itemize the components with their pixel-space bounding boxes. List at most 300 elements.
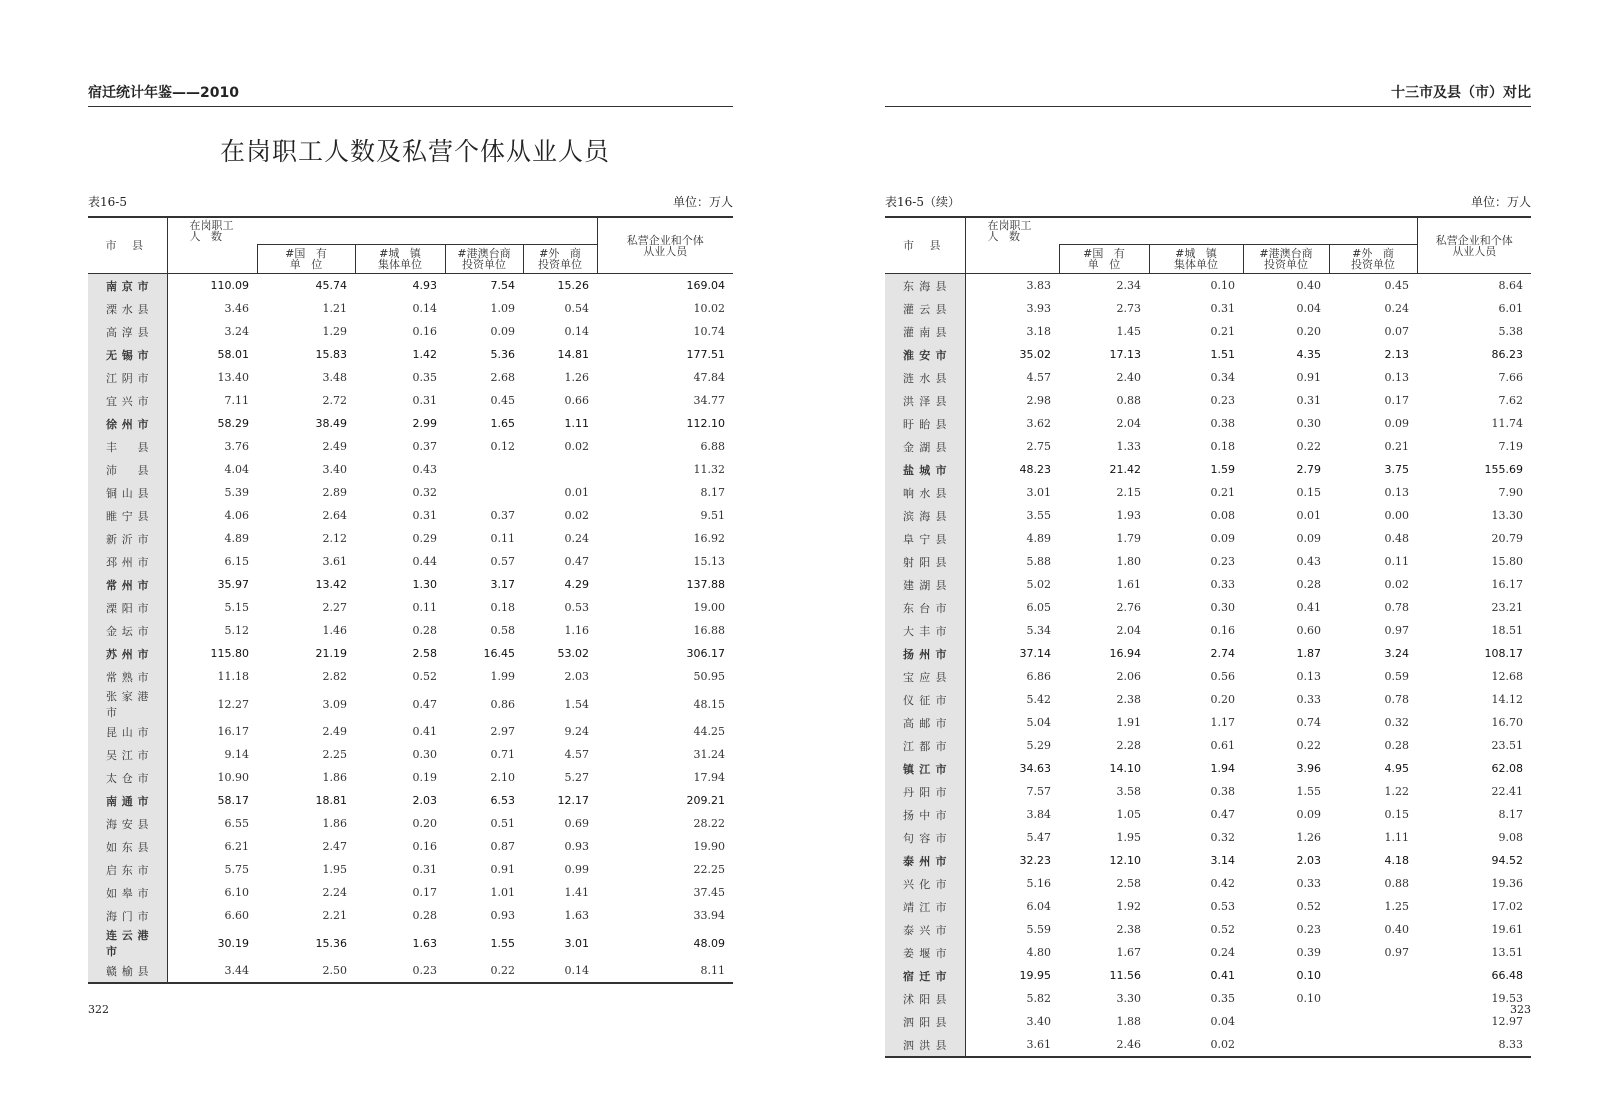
- cell-total: 2.75: [1026, 440, 1051, 453]
- cell-collective: 0.02: [1210, 1038, 1235, 1051]
- cell-total: 58.17: [217, 794, 249, 807]
- cell-collective: 0.53: [1210, 900, 1235, 913]
- cell-hmt: [1243, 1033, 1329, 1057]
- cell-foreign: 0.02: [564, 440, 590, 453]
- table-row: [885, 757, 1531, 780]
- cell-state: 21.42: [1109, 463, 1141, 476]
- cell-city: 兴化市: [885, 872, 965, 895]
- cell-hmt: 2.79: [1296, 463, 1321, 476]
- cell-state: 2.73: [1116, 302, 1141, 315]
- table-row: [885, 964, 1531, 987]
- cell-private: 12.97: [1491, 1015, 1524, 1028]
- cell-state: 1.46: [322, 624, 347, 637]
- cell-hmt: 1.65: [490, 417, 515, 430]
- cell-city: 句容市: [885, 826, 965, 849]
- cell-state: 2.89: [322, 486, 347, 499]
- cell-city: 扬中市: [885, 803, 965, 826]
- cell-collective: 0.42: [1210, 877, 1235, 890]
- cell-state: 2.04: [1116, 417, 1141, 430]
- cell-state: 2.82: [322, 670, 347, 683]
- cell-collective: 0.61: [1210, 739, 1235, 752]
- cell-city: 宜兴市: [88, 389, 167, 412]
- cell-collective: 0.23: [412, 964, 437, 977]
- right-page: [885, 0, 1531, 1099]
- table-row: [88, 743, 733, 766]
- table-row: [885, 389, 1531, 412]
- table-row: [885, 320, 1531, 343]
- cell-total: 110.09: [210, 279, 249, 292]
- cell-state: 1.29: [322, 325, 347, 338]
- running-head: [885, 82, 1531, 107]
- cell-state: 2.28: [1116, 739, 1141, 752]
- table-row: [885, 918, 1531, 941]
- cell-collective: 0.10: [1210, 279, 1235, 292]
- cell-hmt: 0.22: [1296, 440, 1321, 453]
- cell-total: 4.80: [1026, 946, 1051, 959]
- cell-private: 11.32: [693, 463, 726, 476]
- cell-private: 48.09: [693, 936, 726, 950]
- cell-private: 9.51: [700, 509, 726, 522]
- cell-collective: 1.59: [1210, 463, 1235, 476]
- cell-state: 2.27: [322, 601, 347, 614]
- cell-total: 48.23: [1019, 463, 1051, 476]
- cell-collective: 0.08: [1210, 509, 1235, 522]
- cell-city: 姜堰市: [885, 941, 965, 964]
- cell-collective: 0.33: [1210, 578, 1235, 591]
- page-title: 在岗职工人数及私营个体从业人员: [220, 137, 611, 166]
- table-row: [88, 435, 733, 458]
- cell-private: 15.13: [693, 555, 726, 568]
- cell-private: 28.22: [693, 817, 726, 830]
- cell-city: 宿迁市: [885, 964, 965, 987]
- cell-hmt: 0.13: [1296, 670, 1321, 683]
- cell-collective: 0.35: [1210, 992, 1235, 1005]
- cell-hmt: 0.15: [1296, 486, 1321, 499]
- cell-city: 金湖县: [885, 435, 965, 458]
- cell-hmt: 0.09: [1296, 532, 1321, 545]
- cell-collective: 0.41: [412, 725, 437, 738]
- table-row: [88, 881, 733, 904]
- cell-foreign: 0.69: [564, 817, 590, 830]
- cell-collective: 0.30: [412, 748, 437, 761]
- cell-city: 沛县: [88, 458, 167, 481]
- cell-hmt: 1.26: [1296, 831, 1321, 844]
- cell-foreign: 0.54: [564, 302, 590, 315]
- cell-collective: 0.09: [1210, 532, 1235, 545]
- cell-city: 射阳县: [885, 550, 965, 573]
- cell-city: 洪泽县: [885, 389, 965, 412]
- cell-total: 12.27: [217, 697, 249, 711]
- cell-private: 48.15: [693, 697, 726, 711]
- cell-hmt: 2.68: [490, 371, 515, 384]
- cell-private: 33.94: [693, 909, 726, 922]
- cell-total: 5.82: [1026, 992, 1051, 1005]
- cell-collective: 1.63: [412, 936, 437, 950]
- cell-state: 2.40: [1116, 371, 1141, 384]
- cell-hmt: 1.99: [490, 670, 515, 683]
- cell-foreign: 0.11: [1384, 555, 1410, 568]
- cell-private: 177.51: [686, 348, 726, 361]
- table-row: [885, 596, 1531, 619]
- cell-hmt: 0.91: [1296, 371, 1321, 384]
- cell-foreign: 1.26: [564, 371, 590, 384]
- table-row: [885, 343, 1531, 366]
- cell-private: 19.36: [1491, 877, 1524, 890]
- cell-collective: 0.23: [1210, 555, 1235, 568]
- cell-private: 7.19: [1498, 440, 1524, 453]
- table-row: [88, 550, 733, 573]
- cell-collective: 0.16: [412, 325, 437, 338]
- cell-state: 2.06: [1116, 670, 1141, 683]
- cell-total: 35.97: [217, 578, 249, 591]
- table-row: [885, 780, 1531, 803]
- table-row: [88, 789, 733, 812]
- cell-collective: 0.31: [1210, 302, 1235, 315]
- cell-private: 16.17: [1491, 578, 1524, 591]
- cell-foreign: 53.02: [557, 647, 590, 660]
- cell-total: 3.46: [224, 302, 249, 315]
- cell-foreign: 1.25: [1384, 900, 1410, 913]
- cell-private: 137.88: [686, 578, 726, 591]
- table-row: [885, 412, 1531, 435]
- cell-hmt: 0.12: [490, 440, 515, 453]
- table-row: [88, 504, 733, 527]
- cell-state: 2.21: [322, 909, 347, 922]
- cell-total: 3.62: [1026, 417, 1051, 430]
- cell-collective: 0.41: [1210, 969, 1235, 982]
- cell-private: 5.38: [1498, 325, 1524, 338]
- table-row: [88, 812, 733, 835]
- cell-city: 常州市: [88, 573, 167, 596]
- cell-private: 10.02: [693, 302, 726, 315]
- cell-hmt: 0.20: [1296, 325, 1321, 338]
- cell-hmt: 7.54: [490, 279, 515, 292]
- table-row: [88, 343, 733, 366]
- cell-state: 2.24: [322, 886, 347, 899]
- cell-total: 34.63: [1019, 762, 1051, 775]
- running-head: [88, 82, 733, 107]
- cell-collective: 0.30: [1210, 601, 1235, 614]
- cell-collective: 0.18: [1210, 440, 1235, 453]
- cell-total: 10.90: [217, 771, 249, 784]
- cell-private: 19.53: [1491, 992, 1524, 1005]
- cell-foreign: 0.78: [1384, 693, 1410, 706]
- cell-foreign: 0.97: [1384, 946, 1410, 959]
- cell-hmt: 2.03: [1296, 854, 1321, 867]
- cell-total: 7.11: [224, 394, 249, 407]
- table-row: [885, 1033, 1531, 1057]
- cell-private: 8.64: [1498, 279, 1524, 292]
- cell-city: 建湖县: [885, 573, 965, 596]
- header-collective: #城 镇 集体单位: [1149, 245, 1243, 274]
- table-row: [88, 720, 733, 743]
- cell-collective: 0.16: [1210, 624, 1235, 637]
- table-row: [885, 734, 1531, 757]
- cell-collective: 0.29: [412, 532, 437, 545]
- cell-collective: 3.14: [1210, 854, 1235, 867]
- table-row: [885, 458, 1531, 481]
- cell-state: 3.61: [322, 555, 347, 568]
- cell-foreign: 0.78: [1384, 601, 1410, 614]
- cell-state: 1.86: [322, 817, 347, 830]
- cell-city: 大丰市: [885, 619, 965, 642]
- header-collective: #城 镇 集体单位: [355, 245, 445, 274]
- cell-collective: 0.23: [1210, 394, 1235, 407]
- cell-foreign: 0.14: [564, 964, 590, 977]
- cell-city: 吴江市: [88, 743, 167, 766]
- cell-city: 张家港市: [88, 688, 167, 720]
- cell-city: 如东县: [88, 835, 167, 858]
- cell-foreign: 3.24: [1384, 647, 1410, 660]
- cell-foreign: [1329, 964, 1417, 987]
- left-page: [88, 0, 733, 1099]
- cell-city: 宝应县: [885, 665, 965, 688]
- table-row: [88, 412, 733, 435]
- cell-state: 2.64: [322, 509, 347, 522]
- cell-foreign: 2.13: [1384, 348, 1410, 361]
- cell-total: 9.14: [224, 748, 249, 761]
- cell-private: 34.77: [693, 394, 726, 407]
- cell-hmt: 0.93: [490, 909, 515, 922]
- cell-private: 8.11: [700, 964, 726, 977]
- cell-hmt: 0.18: [490, 601, 515, 614]
- cell-private: 22.25: [693, 863, 726, 876]
- table-row: [88, 835, 733, 858]
- cell-foreign: 0.93: [564, 840, 590, 853]
- cell-foreign: 0.02: [1384, 578, 1410, 591]
- cell-collective: 0.20: [412, 817, 437, 830]
- cell-foreign: 0.99: [564, 863, 590, 876]
- cell-city: 丰县: [88, 435, 167, 458]
- cell-total: 3.61: [1026, 1038, 1051, 1051]
- table-row: [88, 481, 733, 504]
- cell-state: 1.88: [1116, 1015, 1141, 1028]
- cell-hmt: 0.40: [1296, 279, 1321, 292]
- cell-total: 5.47: [1026, 831, 1051, 844]
- cell-foreign: 0.47: [564, 555, 590, 568]
- cell-hmt: 1.55: [1296, 785, 1321, 798]
- cell-state: 2.12: [322, 532, 347, 545]
- cell-hmt: 0.87: [490, 840, 515, 853]
- cell-hmt: 3.96: [1296, 762, 1321, 775]
- cell-city: 泰州市: [885, 849, 965, 872]
- cell-collective: 0.16: [412, 840, 437, 853]
- cell-collective: 1.94: [1210, 762, 1235, 775]
- cell-total: 5.75: [224, 863, 249, 876]
- cell-city: 滨海县: [885, 504, 965, 527]
- cell-state: 15.83: [315, 348, 347, 361]
- header-foreign: #外 商 投资单位: [1329, 245, 1417, 274]
- cell-collective: 2.99: [412, 417, 437, 430]
- cell-total: 3.01: [1026, 486, 1051, 499]
- cell-foreign: 0.24: [1384, 302, 1410, 315]
- cell-state: 2.34: [1116, 279, 1141, 292]
- cell-hmt: 2.10: [490, 771, 515, 784]
- cell-foreign: 3.75: [1384, 463, 1410, 476]
- cell-hmt: 0.04: [1296, 302, 1321, 315]
- cell-total: 4.06: [224, 509, 249, 522]
- cell-hmt: 0.31: [1296, 394, 1321, 407]
- table-row: [885, 987, 1531, 1010]
- cell-collective: 0.17: [412, 886, 437, 899]
- cell-private: 86.23: [1491, 348, 1524, 361]
- cell-private: 11.74: [1491, 417, 1524, 430]
- cell-total: 6.15: [224, 555, 249, 568]
- cell-state: 2.47: [322, 840, 347, 853]
- cell-private: 15.80: [1491, 555, 1524, 568]
- cell-city: 盐城市: [885, 458, 965, 481]
- cell-state: 2.25: [322, 748, 347, 761]
- cell-hmt: 2.97: [490, 725, 515, 738]
- cell-collective: 0.52: [412, 670, 437, 683]
- cell-city: 高邮市: [885, 711, 965, 734]
- cell-private: 8.33: [1498, 1038, 1524, 1051]
- cell-city: 扬州市: [885, 642, 965, 665]
- cell-collective: 0.28: [412, 909, 437, 922]
- cell-collective: 0.11: [412, 601, 437, 614]
- cell-private: 62.08: [1491, 762, 1524, 775]
- cell-city: 溧水县: [88, 297, 167, 320]
- header-blank: [167, 245, 257, 274]
- cell-total: 6.21: [224, 840, 249, 853]
- table-row: [88, 858, 733, 881]
- cell-collective: 0.52: [1210, 923, 1235, 936]
- cell-state: 3.40: [322, 463, 347, 476]
- cell-total: 5.42: [1026, 693, 1051, 706]
- table-row: [88, 596, 733, 619]
- cell-state: 2.76: [1116, 601, 1141, 614]
- cell-collective: 0.19: [412, 771, 437, 784]
- cell-foreign: 0.09: [1384, 417, 1410, 430]
- cell-private: 7.90: [1498, 486, 1524, 499]
- cell-hmt: 0.37: [490, 509, 515, 522]
- table-row: [88, 904, 733, 927]
- cell-city: 淮安市: [885, 343, 965, 366]
- cell-city: 响水县: [885, 481, 965, 504]
- cell-total: 3.24: [224, 325, 249, 338]
- cell-city: 徐州市: [88, 412, 167, 435]
- cell-hmt: 0.60: [1296, 624, 1321, 637]
- cell-private: 8.17: [1498, 808, 1524, 821]
- cell-foreign: 4.18: [1384, 854, 1410, 867]
- table-row: [88, 297, 733, 320]
- cell-state: 2.04: [1116, 624, 1141, 637]
- header-row: [88, 217, 733, 245]
- cell-private: 18.51: [1491, 624, 1524, 637]
- cell-collective: 0.28: [412, 624, 437, 637]
- table-row: [885, 642, 1531, 665]
- cell-hmt: 0.11: [490, 532, 515, 545]
- cell-foreign: 0.40: [1384, 923, 1410, 936]
- cell-private: 16.88: [693, 624, 726, 637]
- cell-city: 太仓市: [88, 766, 167, 789]
- cell-foreign: 9.24: [564, 725, 590, 738]
- cell-collective: 1.17: [1210, 716, 1235, 729]
- cell-state: 2.38: [1116, 693, 1141, 706]
- cell-foreign: 0.02: [564, 509, 590, 522]
- cell-hmt: 0.09: [490, 325, 515, 338]
- cell-private: 10.74: [693, 325, 726, 338]
- cell-collective: 0.04: [1210, 1015, 1235, 1028]
- cell-hmt: 0.39: [1296, 946, 1321, 959]
- page-number: 322: [88, 1003, 109, 1016]
- table-row: [885, 550, 1531, 573]
- cell-total: 6.10: [224, 886, 249, 899]
- cell-collective: 0.31: [412, 394, 437, 407]
- cell-city: 新沂市: [88, 527, 167, 550]
- cell-city: 苏州市: [88, 642, 167, 665]
- header-hmt: #港澳台商 投资单位: [1243, 245, 1329, 274]
- cell-hmt: 3.17: [490, 578, 515, 591]
- cell-city: 灌云县: [885, 297, 965, 320]
- cell-hmt: 0.22: [490, 964, 515, 977]
- table-number: 表16-5: [88, 195, 127, 209]
- cell-city: 靖江市: [885, 895, 965, 918]
- cell-collective: 0.38: [1210, 417, 1235, 430]
- cell-city: 连云港市: [88, 927, 167, 959]
- cell-city: 灌南县: [885, 320, 965, 343]
- cell-hmt: 0.57: [490, 555, 515, 568]
- cell-foreign: 1.63: [564, 909, 590, 922]
- header-staff: 在岗职工 人 数: [189, 219, 234, 243]
- cell-foreign: [523, 458, 597, 481]
- cell-foreign: 3.01: [564, 936, 590, 950]
- header-hmt: #港澳台商 投资单位: [445, 245, 523, 274]
- cell-foreign: 14.81: [557, 348, 590, 361]
- cell-foreign: 0.15: [1384, 808, 1410, 821]
- cell-private: 37.45: [693, 886, 726, 899]
- cell-total: 6.05: [1026, 601, 1051, 614]
- table-row: [88, 366, 733, 389]
- cell-collective: 1.42: [412, 348, 437, 361]
- cell-hmt: 0.10: [1296, 969, 1321, 982]
- cell-total: 3.18: [1026, 325, 1051, 338]
- data-table: [88, 216, 733, 984]
- page-number: 323: [1510, 1003, 1531, 1016]
- cell-private: 23.51: [1491, 739, 1524, 752]
- table-row: [885, 527, 1531, 550]
- cell-foreign: 0.17: [1384, 394, 1410, 407]
- header-city: 市 县: [88, 217, 167, 274]
- table-row: [885, 872, 1531, 895]
- cell-private: 306.17: [686, 647, 726, 660]
- cell-foreign: 12.17: [557, 794, 590, 807]
- cell-private: 7.66: [1498, 371, 1524, 384]
- cell-total: 4.04: [224, 463, 249, 476]
- table-row: [88, 665, 733, 688]
- cell-total: 5.59: [1026, 923, 1051, 936]
- cell-foreign: 1.41: [564, 886, 590, 899]
- cell-hmt: 0.41: [1296, 601, 1321, 614]
- cell-hmt: 0.10: [1296, 992, 1321, 1005]
- header-staff: 在岗职工 人 数: [987, 219, 1032, 243]
- cell-state: 1.33: [1116, 440, 1141, 453]
- cell-foreign: 0.48: [1384, 532, 1410, 545]
- cell-hmt: 0.45: [490, 394, 515, 407]
- cell-hmt: 0.86: [490, 697, 515, 711]
- cell-private: 16.92: [693, 532, 726, 545]
- table-row: [88, 642, 733, 665]
- cell-state: 2.46: [1116, 1038, 1141, 1051]
- cell-foreign: 0.53: [564, 601, 590, 614]
- cell-total: 6.60: [224, 909, 249, 922]
- cell-state: 2.38: [1116, 923, 1141, 936]
- cell-city: 泗阳县: [885, 1010, 965, 1033]
- cell-hmt: 5.36: [490, 348, 515, 361]
- cell-hmt: 4.35: [1296, 348, 1321, 361]
- cell-collective: 0.20: [1210, 693, 1235, 706]
- cell-private: 20.79: [1491, 532, 1524, 545]
